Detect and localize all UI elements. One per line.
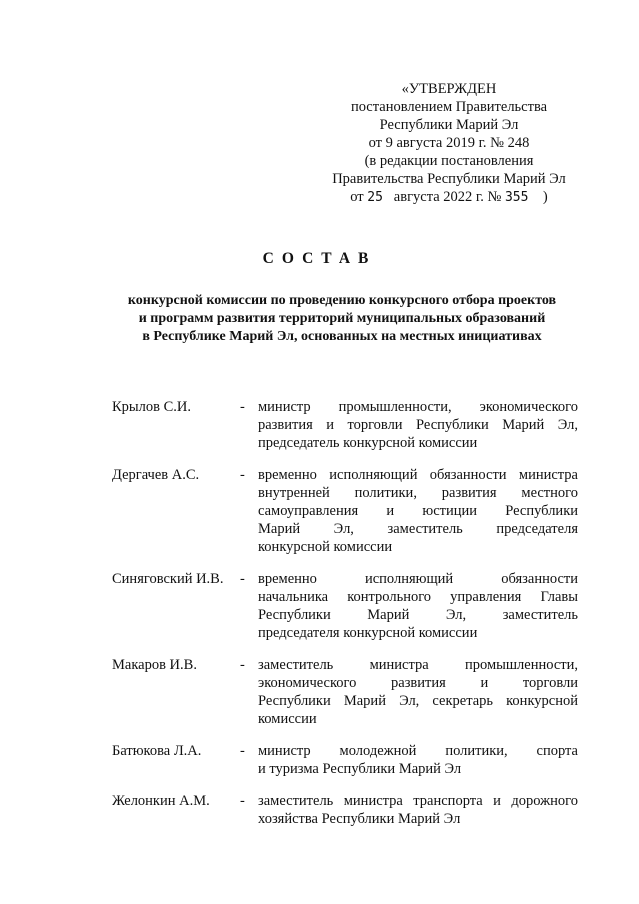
revision-date-suffix: ) bbox=[542, 189, 548, 205]
position-line: временно исполняющий обязанности министра bbox=[258, 467, 578, 483]
member-makarov bbox=[112, 656, 578, 728]
document-title: СОСТАВ bbox=[262, 250, 377, 267]
approval-revision-line: (в редакции постановления bbox=[364, 153, 534, 169]
member-position bbox=[258, 792, 578, 828]
revision-day: 25 bbox=[367, 190, 383, 205]
position-line: конкурсной комиссии bbox=[258, 539, 393, 555]
member-sinyagovsky bbox=[112, 570, 578, 642]
member-position bbox=[258, 656, 578, 728]
position-line: председатель конкурсной комиссии bbox=[258, 435, 478, 451]
member-name: Желонкин А.М. bbox=[112, 793, 210, 809]
position-line: самоуправления и юстиции Республики bbox=[258, 503, 578, 519]
position-line: развития и торговли Республики Марий Эл, bbox=[258, 417, 578, 433]
subtitle-line: и программ развития территорий муниципальных образований bbox=[138, 311, 546, 326]
position-line: хозяйства Республики Марий Эл bbox=[258, 811, 461, 827]
subtitle-line: в Республике Марий Эл, основанных на местных инициативах bbox=[142, 329, 542, 344]
approval-heading: «УТВЕРЖДЕН bbox=[401, 81, 497, 97]
member-krylov bbox=[112, 398, 578, 452]
document-subtitle bbox=[106, 292, 578, 346]
member-dash: - bbox=[240, 743, 245, 759]
position-line: министр молодежной политики, спорта bbox=[258, 743, 578, 759]
approval-date-line: от 9 августа 2019 г. № 248 bbox=[368, 135, 530, 151]
position-line: временно исполняющий обязанности bbox=[258, 571, 578, 587]
position-line: экономического развития и торговли bbox=[258, 675, 578, 691]
position-line: министр промышленности, экономического bbox=[258, 399, 578, 415]
member-dash: - bbox=[240, 399, 245, 415]
position-line: Марий Эл, заместитель председателя bbox=[258, 521, 578, 537]
approval-republic-line: Республики Марий Эл bbox=[379, 117, 519, 133]
approval-government-line: Правительства Республики Марий Эл bbox=[332, 171, 566, 187]
revision-date-prefix: от bbox=[350, 189, 364, 205]
member-position bbox=[258, 398, 578, 452]
subtitle-line: конкурсной комиссии по проведению конкурсного отбора проектов bbox=[127, 293, 557, 308]
member-dash: - bbox=[240, 571, 245, 587]
approval-stamp bbox=[318, 80, 580, 207]
approval-revision-date-line bbox=[318, 188, 580, 207]
member-dergachev bbox=[112, 466, 578, 556]
member-name: Макаров И.В. bbox=[112, 657, 197, 673]
member-position bbox=[258, 742, 578, 778]
member-batyukova bbox=[112, 742, 578, 778]
member-dash: - bbox=[240, 793, 245, 809]
position-line: и туризма Республики Марий Эл bbox=[258, 761, 462, 777]
member-position bbox=[258, 466, 578, 556]
member-zhelonkin bbox=[112, 792, 578, 828]
revision-date-middle: августа 2022 г. № bbox=[393, 189, 502, 205]
member-name: Синяговский И.В. bbox=[112, 571, 224, 587]
member-dash: - bbox=[240, 657, 245, 673]
member-name: Батюкова Л.А. bbox=[112, 743, 202, 759]
position-line: внутренней политики, развития местного bbox=[258, 485, 578, 501]
position-line: председателя конкурсной комиссии bbox=[258, 625, 478, 641]
position-line: Республики Марий Эл, секретарь конкурсной bbox=[258, 693, 578, 709]
approval-resolution-line: постановлением Правительства bbox=[350, 99, 548, 115]
member-name: Крылов С.И. bbox=[112, 399, 192, 415]
position-line: начальника контрольного управления Главы bbox=[258, 589, 578, 605]
member-position bbox=[258, 570, 578, 642]
member-dash: - bbox=[240, 467, 245, 483]
member-name: Дергачев А.С. bbox=[112, 467, 200, 483]
commission-members-list bbox=[112, 398, 578, 842]
position-line: заместитель министра транспорта и дорожного bbox=[258, 793, 578, 809]
position-line: комиссии bbox=[258, 711, 317, 727]
position-line: Республики Марий Эл, заместитель bbox=[258, 607, 578, 623]
position-line: заместитель министра промышленности, bbox=[258, 657, 578, 673]
revision-number: 355 bbox=[504, 190, 529, 205]
